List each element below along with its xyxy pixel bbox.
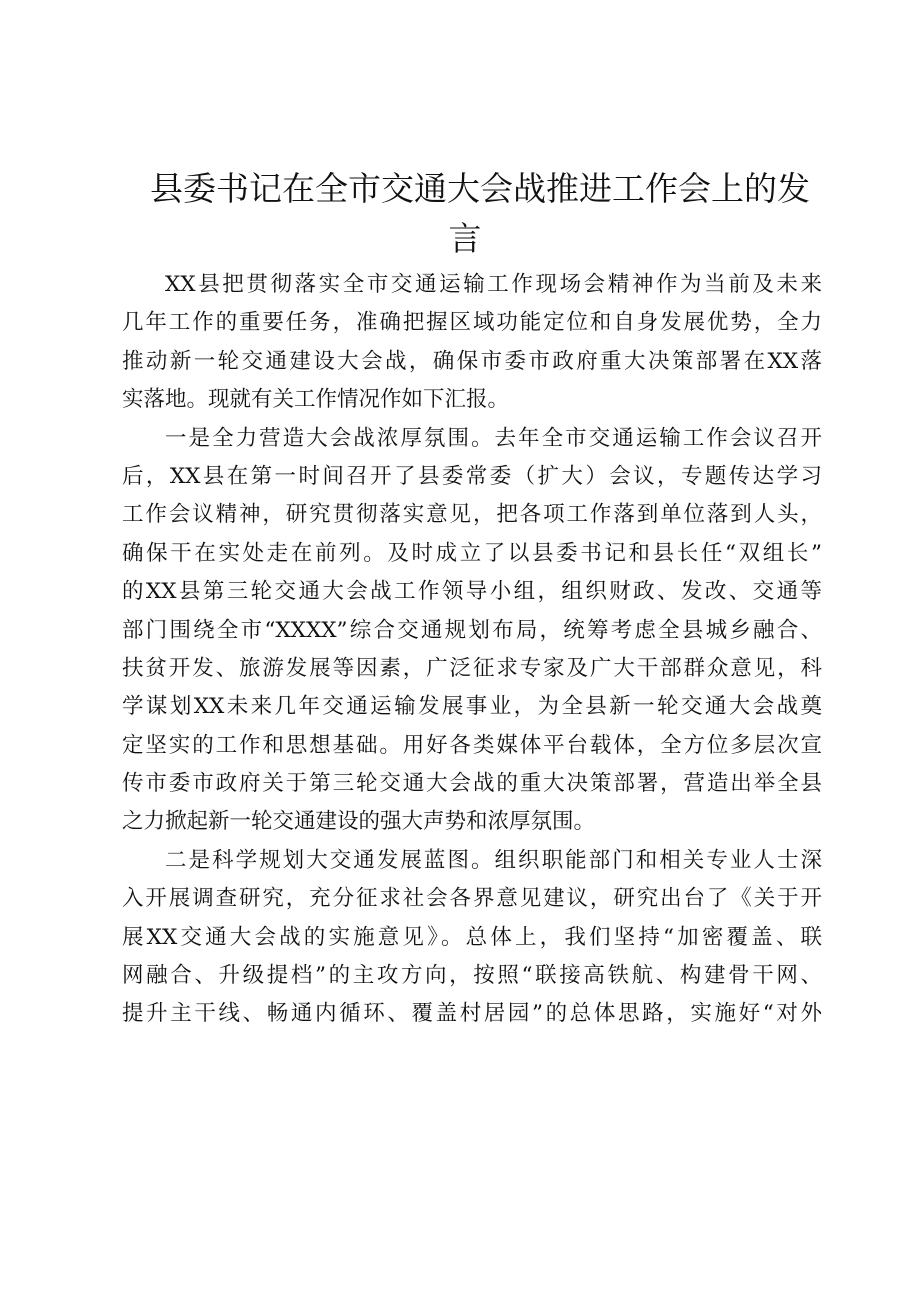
- paragraph-line: 展XX交通大会战的实施意见》。总体上，我们坚持“加密覆盖、联: [122, 924, 822, 950]
- paragraph-3: [122, 842, 822, 1034]
- paragraph-line: 提升主干线、畅通内循环、覆盖村居园”的总体思路，实施好“对外: [122, 1001, 822, 1027]
- paragraph-line: 部门围绕全市“XXXX”综合交通规划布局，统筹考虑全县城乡融合、: [122, 617, 822, 643]
- paragraph-line: 扶贫开发、旅游发展等因素，广泛征求专家及广大干部群众意见，科: [122, 655, 822, 681]
- paragraph-line: 推动新一轮交通建设大会战，确保市委市政府重大决策部署在XX落: [122, 348, 822, 374]
- paragraph-line: 网融合、升级提档”的主攻方向，按照“联接高铁航、构建骨干网、: [122, 963, 822, 989]
- paragraph-line: 几年工作的重要任务，准确把握区域功能定位和自身发展优势，全力: [122, 310, 822, 336]
- paragraph-line: 确保干在实处走在前列。及时成立了以县委书记和县长任“双组长”: [122, 540, 822, 566]
- paragraph-line: 实落地。现就有关工作情况作如下汇报。: [122, 387, 510, 413]
- paragraph-line: 后，XX县在第一时间召开了县委常委（扩大）会议，专题传达学习: [122, 463, 822, 489]
- paragraph-line: 入开展调查研究，充分征求社会各界意见建议，研究出台了《关于开: [122, 886, 822, 912]
- paragraph-line: 一是全力营造大会战浓厚氛围。去年全市交通运输工作会议召开: [165, 425, 822, 451]
- paragraph-line: 之力掀起新一轮交通建设的强大声势和浓厚氛围。: [122, 809, 596, 835]
- title-line: 县委书记在全市交通大会战推进工作会上的发: [150, 169, 810, 208]
- document-title: [150, 164, 810, 264]
- document-body: [122, 266, 822, 1034]
- paragraph-line: 传市委市政府关于第三轮交通大会战的重大决策部署，营造出举全县: [122, 771, 822, 797]
- paragraph-2: [122, 420, 822, 842]
- paragraph-line: 工作会议精神，研究贯彻落实意见，把各项工作落到单位落到人头，: [122, 502, 822, 528]
- paragraph-line: 二是科学规划大交通发展蓝图。组织职能部门和相关专业人士深: [165, 847, 822, 873]
- paragraph-line: 的XX县第三轮交通大会战工作领导小组，组织财政、发改、交通等: [122, 579, 822, 605]
- title-line: 言: [448, 219, 482, 258]
- paragraph-1: [122, 266, 822, 420]
- paragraph-line: XX县把贯彻落实全市交通运输工作现场会精神作为当前及未来: [165, 272, 822, 297]
- paragraph-line: 定坚实的工作和思想基础。用好各类媒体平台载体，全方位多层次宣: [122, 732, 822, 758]
- paragraph-line: 学谋划XX未来几年交通运输发展事业，为全县新一轮交通大会战奠: [122, 694, 822, 720]
